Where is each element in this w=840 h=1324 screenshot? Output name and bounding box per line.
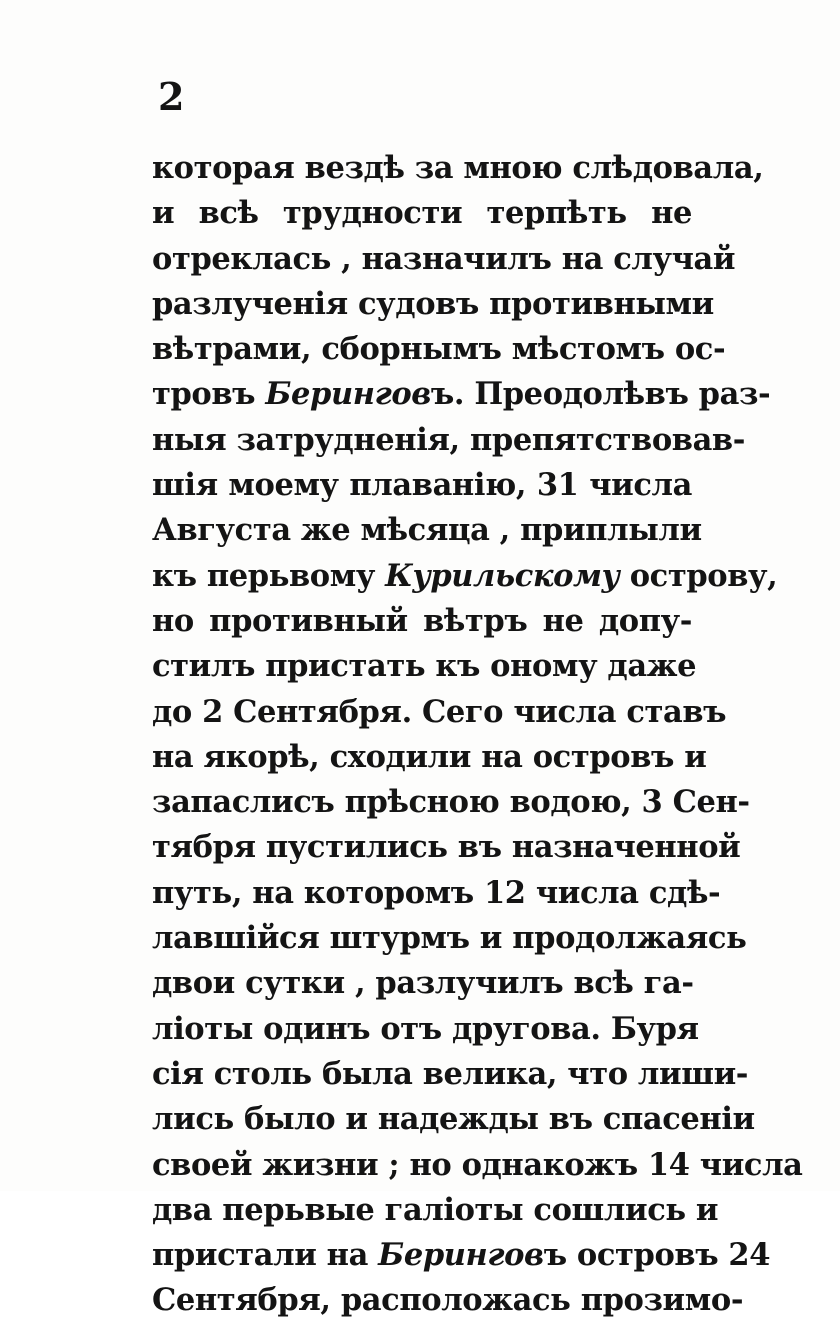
text-line	[152, 508, 702, 553]
line-text: острову,	[619, 557, 778, 594]
text-line	[152, 146, 764, 191]
line-text: лись было и надежды въ спасеніи	[152, 1101, 755, 1138]
line-text: къ перьвому	[152, 557, 386, 594]
text-line	[152, 1233, 771, 1278]
line-text: тровъ	[152, 376, 266, 413]
text-line	[152, 463, 692, 508]
line-text: сія столь была велика, что лиши-	[152, 1055, 749, 1092]
text-line	[152, 418, 745, 463]
line-text: ъ. Преодолѣвъ раз-	[430, 376, 771, 413]
text-line	[152, 644, 697, 689]
text-line	[152, 282, 714, 327]
line-text: и всѣ трудности терпѣть не	[152, 195, 692, 232]
line-text: двои сутки , разлучилъ всѣ га-	[152, 965, 694, 1002]
line-text: на якорѣ, сходили на островъ и	[152, 738, 707, 775]
line-text: ліоты одинъ отъ другова. Буря	[152, 1010, 699, 1047]
line-text: отреклась , назначилъ на случай	[152, 240, 736, 277]
text-line	[152, 735, 707, 780]
italic-name: Берингов	[378, 1237, 544, 1274]
line-text: стилъ пристать къ оному даже	[152, 648, 697, 685]
line-text: путь, на которомъ 12 числа сдѣ-	[152, 874, 721, 911]
text-line	[152, 961, 692, 1006]
text-line	[152, 237, 736, 282]
text-line	[152, 1052, 749, 1097]
line-text: тября пустились въ назначенной	[152, 829, 741, 866]
line-text: ныя затрудненія, препятствовав-	[152, 421, 745, 458]
line-text: которая вездѣ за мною слѣдовала,	[152, 150, 764, 186]
italic-name: Берингов	[265, 376, 431, 413]
line-text: пристали на	[152, 1237, 379, 1274]
line-text: Сентября, расположась прозимо-	[152, 1282, 744, 1319]
text-line	[152, 327, 726, 372]
page-number: 2	[158, 74, 185, 119]
line-text: но противный вѣтръ не допу-	[152, 602, 692, 639]
line-text: два перьвые галіоты сошлись и	[152, 1191, 719, 1228]
text-line	[152, 372, 771, 417]
text-line	[152, 825, 741, 870]
line-text: запаслисъ прѣсною водою, 3 Сен-	[152, 784, 750, 821]
line-text: ъ островъ 24	[543, 1237, 771, 1274]
line-text: Августа же мѣсяца , приплыли	[152, 512, 702, 549]
text-line	[152, 1143, 803, 1188]
line-text: шія моему плаванію, 31 числа	[152, 467, 692, 504]
text-line	[152, 780, 750, 825]
line-text: разлученія судовъ противными	[152, 285, 714, 322]
text-line	[152, 1007, 699, 1052]
line-text: до 2 Сентября. Сего числа ставъ	[152, 693, 727, 730]
text-line	[152, 1278, 744, 1323]
line-text: лавшійся штурмъ и продолжаясь	[152, 920, 747, 957]
line-text: своей жизни ; но однакожъ 14 числа	[152, 1146, 803, 1183]
text-line	[152, 191, 692, 236]
line-text: вѣтрами, сборнымъ мѣстомъ ос-	[152, 331, 726, 368]
text-line	[152, 916, 747, 961]
italic-name: Курильскому	[385, 557, 620, 594]
text-line	[152, 554, 778, 599]
text-line	[152, 1097, 755, 1142]
text-line	[152, 599, 692, 644]
text-line	[152, 1188, 719, 1233]
text-line	[152, 690, 727, 735]
text-line	[152, 871, 721, 916]
body-text	[152, 146, 803, 1324]
